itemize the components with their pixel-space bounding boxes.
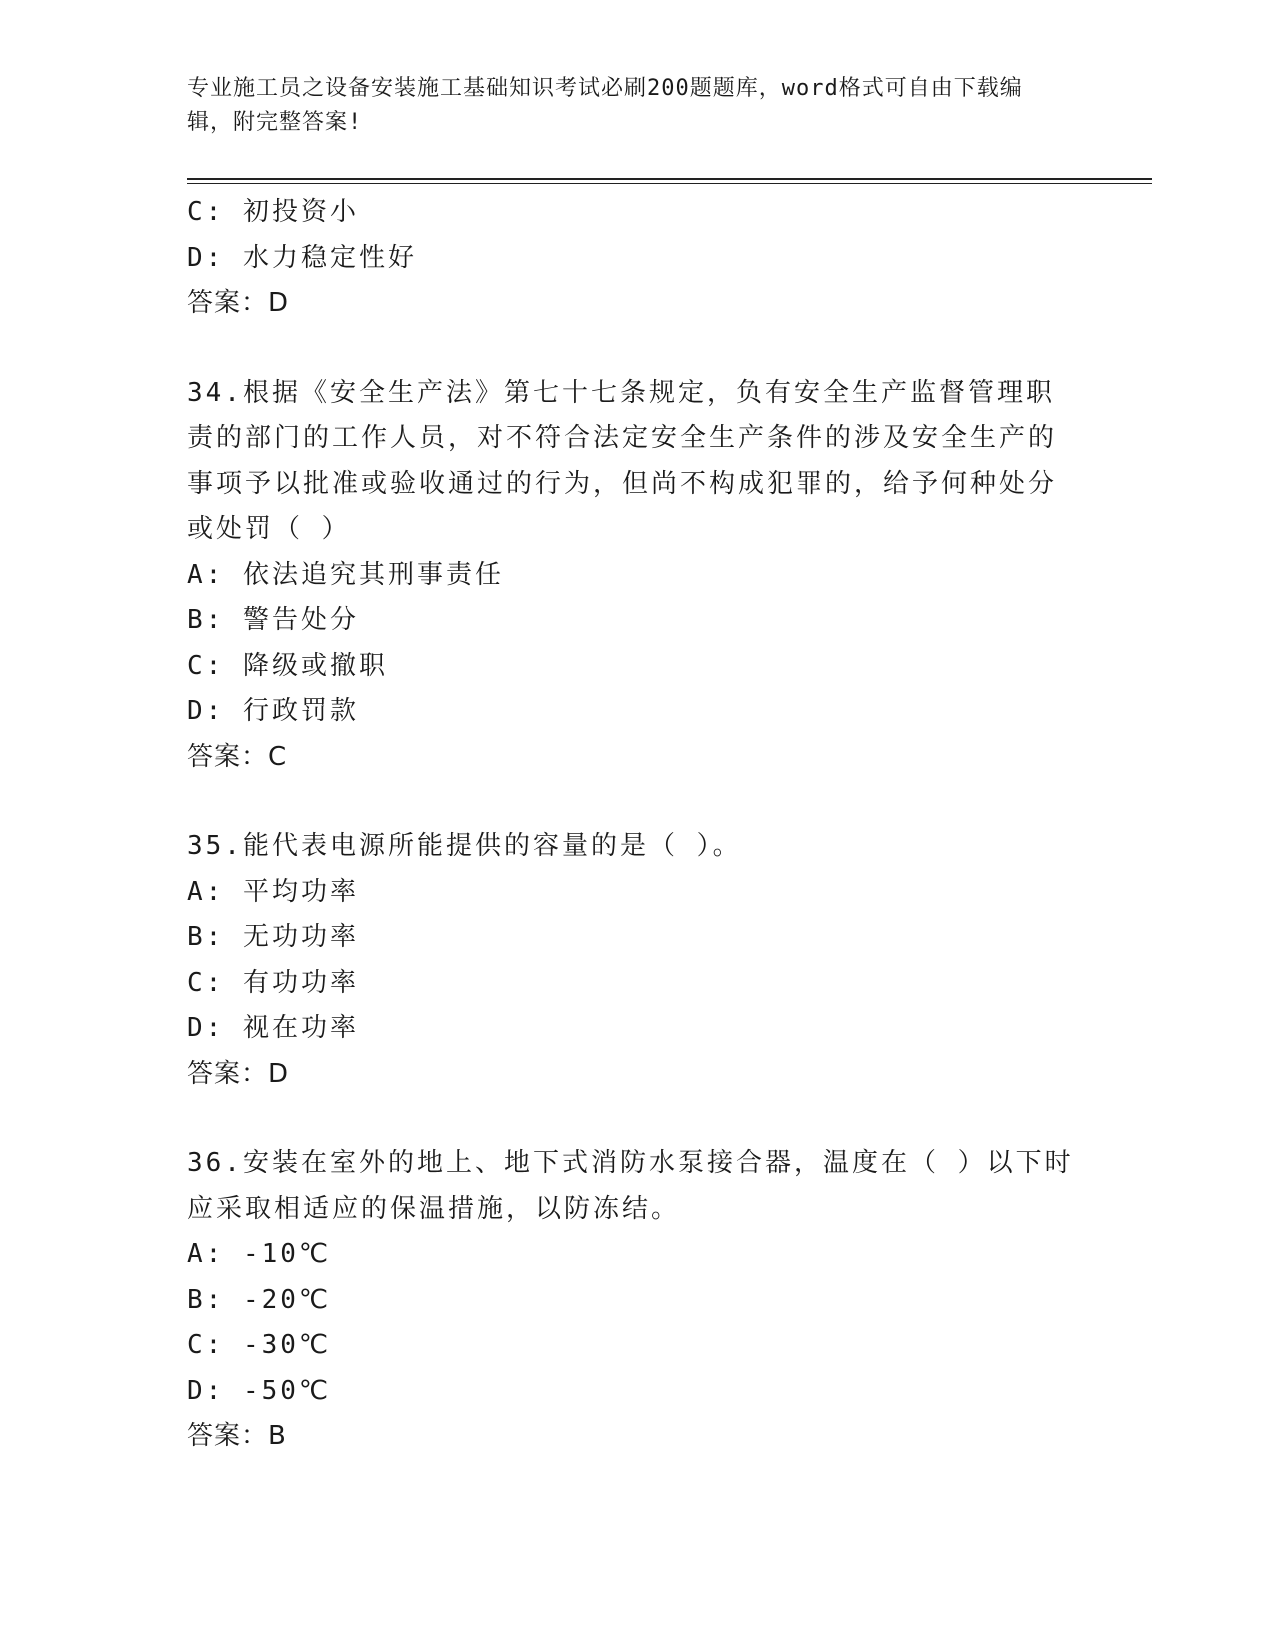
answer-line: 答案：D	[187, 288, 290, 318]
document-body	[187, 190, 1077, 1460]
spacer	[187, 780, 1077, 824]
option-c: C: 初投资小	[187, 197, 359, 227]
answer-line: 答案：D	[187, 1058, 290, 1089]
question-block-35	[187, 824, 1077, 1097]
spacer	[187, 327, 1077, 371]
answer-line: 答案：C	[187, 741, 288, 772]
document-header	[187, 72, 1067, 140]
option-c: C: -30℃	[187, 1330, 332, 1360]
question-stem: 35.能代表电源所能提供的容量的是（ ）。	[187, 831, 742, 861]
question-block-36	[187, 1141, 1077, 1460]
spacer	[187, 1097, 1077, 1141]
option-a: A: -10℃	[187, 1239, 332, 1269]
option-c: C: 降级或撤职	[187, 650, 388, 681]
question-stem: 34.根据《安全生产法》第七十七条规定，负有安全生产监督管理职责的部门的工作人员，对不符合法定安全生产条件的涉及安全生产的事项予以批准或验收通过的行为，但尚不构成犯罪的，给予何种处分或处罚（ ）	[187, 377, 1058, 544]
option-b: B: 警告处分	[187, 605, 359, 635]
header-divider-thick	[187, 178, 1152, 180]
question-stem: 36.安装在室外的地上、地下式消防水泵接合器，温度在（ ）以下时应采取相适应的保温措施，以防冻结。	[187, 1148, 1074, 1224]
option-b: B: 无功功率	[187, 922, 359, 952]
question-block-34	[187, 371, 1077, 781]
option-a: A: 依法追究其刑事责任	[187, 559, 504, 590]
header-divider-thin	[187, 183, 1152, 184]
question-block-33	[187, 190, 1077, 327]
option-d: D: -50℃	[187, 1375, 332, 1406]
header-title: 专业施工员之设备安装施工基础知识考试必刷200题题库，word格式可自由下载编辑，附完整答案!	[187, 76, 1023, 135]
option-d: D: 视在功率	[187, 1013, 359, 1043]
option-b: B: -20℃	[187, 1284, 332, 1315]
option-d: D: 行政罚款	[187, 696, 359, 726]
answer-line: 答案：B	[187, 1421, 287, 1451]
option-a: A: 平均功率	[187, 876, 359, 907]
option-d: D: 水力稳定性好	[187, 242, 417, 273]
option-c: C: 有功功率	[187, 967, 359, 998]
